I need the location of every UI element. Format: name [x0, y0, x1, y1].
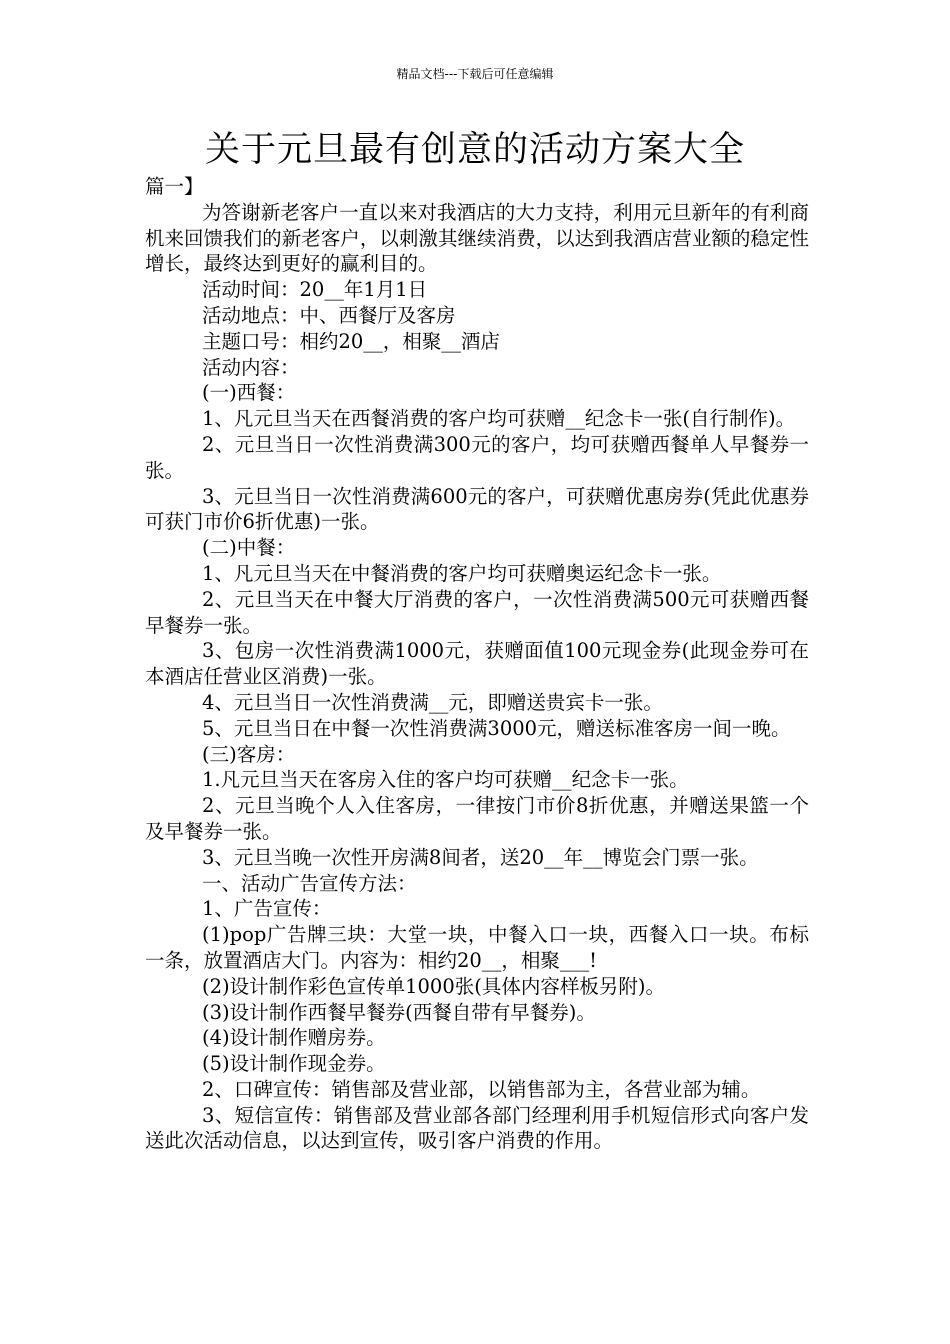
paragraph: 一、活动广告宣传方法： — [202, 871, 417, 895]
section-heading: 篇一】 — [145, 175, 204, 198]
paragraph: 2、口碑宣传：销售部及营业部，以销售部为主，各营业部为辅。 — [202, 1077, 761, 1101]
paragraph: 3、元旦当晚一次性开房满8间者，送20__年__博览会门票一张。 — [202, 845, 759, 869]
paragraph: (三)客房： — [202, 742, 296, 766]
paragraph: 4、元旦当日一次性消费满__元，即赠送贵宾卡一张。 — [202, 690, 663, 714]
paragraph: 5、元旦当日在中餐一次性消费满3000元，赠送标准客房一间一晚。 — [202, 716, 791, 740]
paragraph: 活动内容： — [202, 355, 300, 379]
document-body — [145, 174, 809, 1154]
paragraph: 1、广告宣传： — [202, 897, 332, 921]
paragraph: 1、凡元旦当天在西餐消费的客户均可获赠__纪念卡一张(自行制作)。 — [202, 407, 796, 431]
paragraph: (2)设计制作彩色宣传单1000张(具体内容样板另附)。 — [202, 974, 665, 998]
paragraph: (5)设计制作现金券。 — [202, 1052, 386, 1076]
paragraph: 活动时间：20__年1月1日 — [202, 278, 428, 302]
paragraph: 1.凡元旦当天在客房入住的客户均可获赠__纪念卡一张。 — [202, 768, 689, 792]
paragraph: 为答谢新老客户一直以来对我酒店的大力支持，利用元旦新年的有利商机来回馈我们的新老客户，以刺激其继续消费，以达到我酒店营业额的稳定性增长，最终达到更好的赢利目的。 — [145, 200, 809, 276]
page-header: 精品文档---下载后可任意编辑 — [396, 67, 554, 81]
paragraph: (4)设计制作赠房券。 — [202, 1026, 386, 1050]
paragraph: (一)西餐： — [202, 381, 296, 405]
paragraph: 3、包房一次性消费满1000元，获赠面值100元现金券(此现金券可在本酒店任营业区消费)一张。 — [145, 639, 809, 689]
document-title: 关于元旦最有创意的活动方案大全 — [204, 130, 745, 170]
paragraph: 3、短信宣传：销售部及营业部各部门经理利用手机短信形式向客户发送此次活动信息，以达到宣传，吸引客户消费的作用。 — [145, 1103, 809, 1153]
paragraph: 活动地点：中、西餐厅及客房 — [202, 303, 456, 327]
paragraph: 3、元旦当日一次性消费满600元的客户，可获赠优惠房券(凭此优惠券可获门市价6折优惠)一张。 — [145, 484, 809, 534]
paragraph: 1、凡元旦当天在中餐消费的客户均可获赠奥运纪念卡一张。 — [202, 561, 722, 585]
paragraph: 2、元旦当日一次性消费满300元的客户，均可获赠西餐单人早餐券一张。 — [145, 432, 809, 482]
paragraph: (3)设计制作西餐早餐券(西餐自带有早餐券)。 — [202, 1000, 596, 1024]
paragraph: 主题口号：相约20__，相聚__酒店 — [202, 329, 500, 353]
paragraph: (1)pop广告牌三块：大堂一块，中餐入口一块，西餐入口一块。布标一条，放置酒店大门。内容为：相约20__，相聚___! — [145, 923, 809, 972]
paragraph: 2、元旦当天在中餐大厅消费的客户，一次性消费满500元可获赠西餐早餐券一张。 — [145, 587, 809, 637]
paragraph: 2、元旦当晚个人入住客房，一律按门市价8折优惠，并赠送果篮一个及早餐券一张。 — [145, 794, 809, 843]
paragraph: (二)中餐： — [202, 536, 296, 560]
